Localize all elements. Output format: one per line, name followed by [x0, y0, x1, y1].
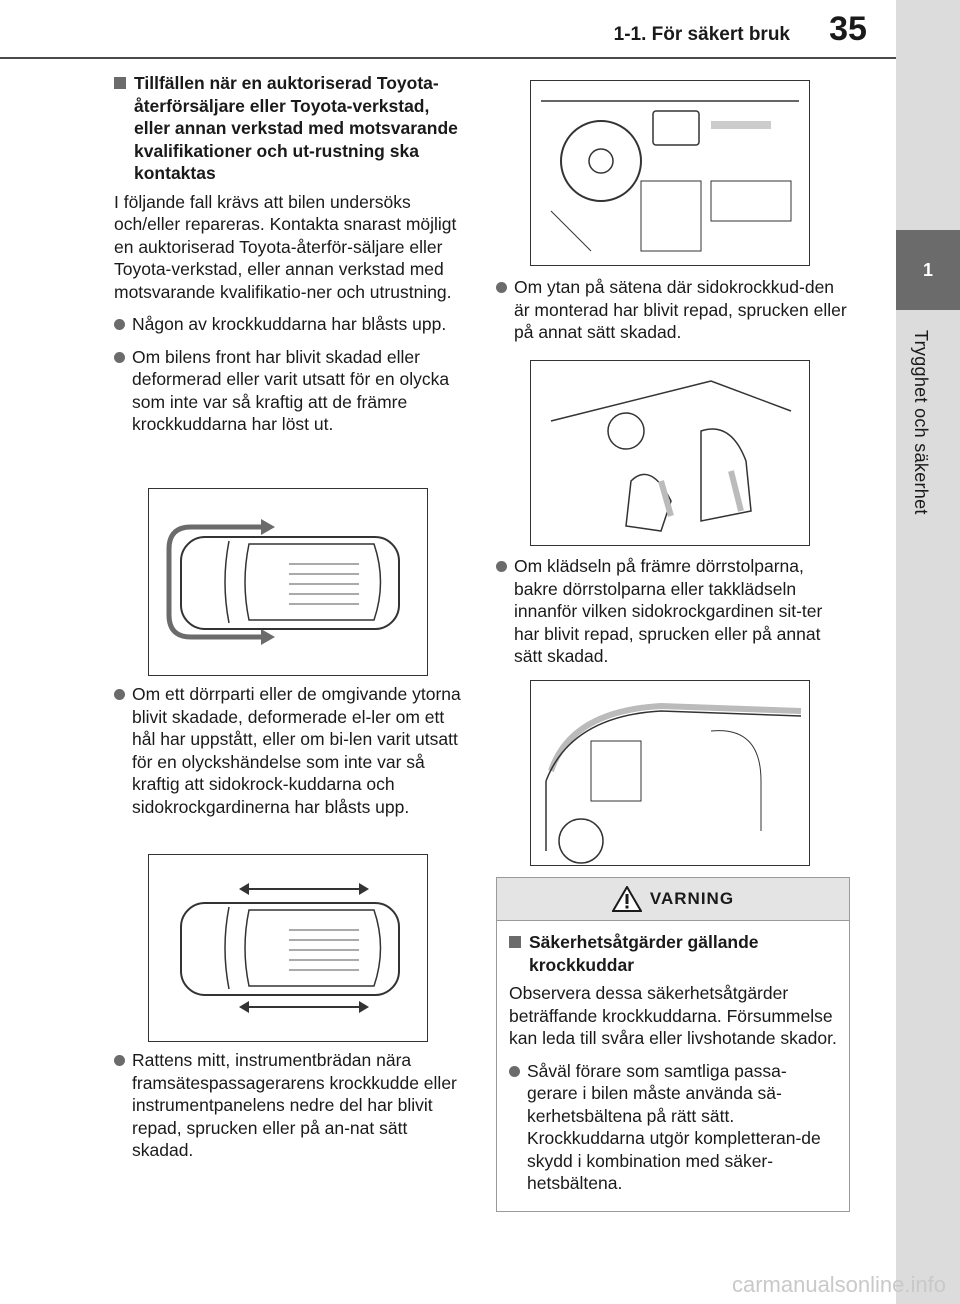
- list-item-text: Om klädseln på främre dörrstolparna, bakre dörrstolparna eller takklädseln innanför vilken sidokrockgardinen sit-ter har blivit repad, sprucken eller på annat sätt skadad.: [514, 556, 823, 666]
- warning-text: Observera dessa säkerhetsåtgärder beträffande krockkuddarna. Försummelse kan leda till svåra eller livshotande skador.: [509, 983, 837, 1048]
- left-column-middle: [114, 683, 466, 828]
- car-top-view-icon: [149, 489, 427, 675]
- dashboard-figure: [530, 80, 810, 266]
- square-bullet-icon: [114, 77, 126, 89]
- list-item-text: Om ett dörrparti eller de omgivande ytorna blivit skadade, deformerade el-ler om ett hål har uppstått, eller om bi-len varit utsatt för en olyckshändelse som inte var så kraftig att sidokrock-kuddarna och sidokrockgardinerna har blåsts upp.: [132, 684, 461, 817]
- watermark: carmanualsonline.info: [731, 1272, 946, 1297]
- seat-icon: [531, 361, 809, 545]
- round-bullet-icon: [509, 1066, 520, 1077]
- warning-header: [497, 878, 849, 921]
- car-side-icon: [531, 681, 809, 865]
- chapter-title: Trygghet och säkerhet: [911, 330, 931, 515]
- list-item: [114, 346, 466, 436]
- round-bullet-icon: [114, 689, 125, 700]
- seat-figure: [530, 360, 810, 546]
- warning-body: [497, 921, 849, 1215]
- curtain-figure: [530, 680, 810, 866]
- round-bullet-icon: [496, 561, 507, 572]
- list-item-text: Såväl förare som samtliga passa-gerare i bilen måste använda sä-kerhetsbältena på rätt sätt. Krockkuddarna utgör kompletteran-de skydd i kombination med säker-hetsbältena.: [527, 1060, 821, 1193]
- list-item: [114, 1049, 466, 1162]
- header-rule: [0, 57, 896, 59]
- list-item: [114, 313, 466, 336]
- car-side-damage-figure: [148, 854, 428, 1042]
- left-column-bottom: [114, 1049, 466, 1172]
- left-column: [114, 72, 466, 446]
- car-top-view-icon: [149, 855, 427, 1041]
- list-item: [509, 1060, 837, 1195]
- round-bullet-icon: [114, 352, 125, 363]
- list-item-text: Om ytan på sätena där sidokrockkud-den är monterad har blivit repad, sprucken eller på annat sätt skadad.: [514, 277, 847, 342]
- list-item-text: Om bilens front har blivit skadad eller deformerad eller varit utsatt för en olycka som inte var så kraftig att de främre krockkuddarna har löst ut.: [132, 346, 450, 434]
- warning-label: VARNING: [649, 889, 735, 908]
- intro-paragraph: I följande fall krävs att bilen undersöks och/eller repareras. Kontakta snarast möjligt en auktoriserad Toyota-återför-säljare eller Toyota-verkstad, eller annan verkstad med motsvarande kvalifikatio-ner och utrustning.: [114, 191, 457, 302]
- round-bullet-icon: [496, 282, 507, 293]
- dashboard-icon: [531, 81, 809, 265]
- list-item: [496, 555, 848, 668]
- car-front-damage-figure: [148, 488, 428, 676]
- list-item: [496, 276, 848, 344]
- list-item-text: Någon av krockkuddarna har blåsts upp.: [132, 314, 447, 334]
- chapter-number: 1: [896, 230, 960, 310]
- warning-triangle-icon: [612, 886, 642, 912]
- square-bullet-icon: [509, 936, 521, 948]
- warning-box: [496, 877, 850, 1212]
- round-bullet-icon: [114, 1055, 125, 1066]
- warning-heading: [509, 931, 837, 976]
- list-item-text: Rattens mitt, instrumentbrädan nära framsätespassagerarens krockkudde eller instrumentpanelens nedre del har blivit repad, sprucken eller på an-nat sätt skadad.: [132, 1050, 457, 1160]
- round-bullet-icon: [114, 319, 125, 330]
- warning-heading-text: Säkerhetsåtgärder gällande krockkuddar: [529, 932, 759, 975]
- section-title: 1-1. För säkert bruk: [613, 24, 790, 45]
- chapter-tab: [896, 0, 960, 1304]
- page-number: 35: [829, 10, 867, 48]
- contact-heading: [114, 72, 466, 185]
- right-column-middle: [496, 555, 848, 678]
- right-column-top: [496, 276, 848, 354]
- contact-heading-text: Tillfällen när en auktoriserad Toyota-återförsäljare eller Toyota-verkstad, eller annan verkstad med motsvarande kvalifikationer och ut-rustning ska kontaktas: [134, 73, 458, 183]
- list-item: [114, 683, 466, 818]
